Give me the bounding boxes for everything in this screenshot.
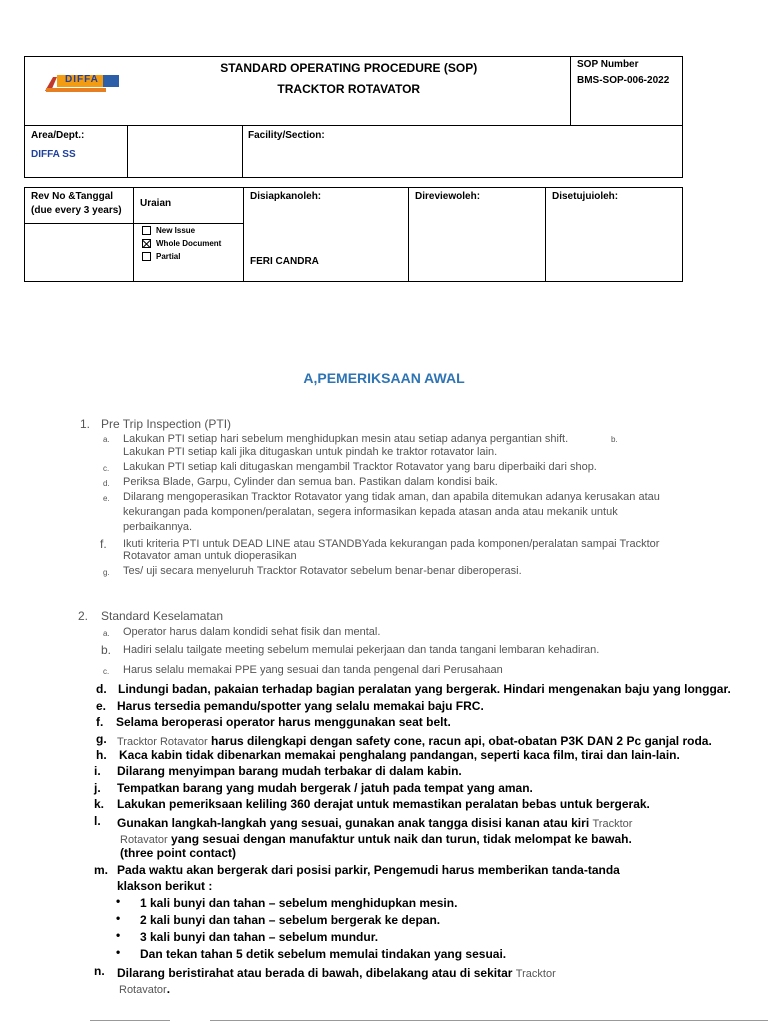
sop-number-cell — [571, 57, 683, 126]
safety-l-line1: Gunakan langkah-langkah yang sesuai, gunakan anak tangga disisi kanan atau kiri Tracktor — [117, 816, 633, 830]
revision-table — [24, 187, 683, 282]
rev-cell — [25, 188, 134, 224]
checkbox-cell — [134, 224, 244, 282]
bullet-icon: • — [116, 894, 121, 908]
safety-g: Tracktor Rotavator harus dilengkapi dengan safety cone, racun api, obat-obatan P3K DAN 2 Pc ganjal roda. — [117, 734, 712, 748]
sop-number-label: SOP Number — [577, 59, 639, 70]
safety-j: Tempatkan barang yang mudah bergerak / jatuh pada tempat yang aman. — [117, 781, 533, 795]
safety-f: Selama beroperasi operator harus menggunakan seat belt. — [116, 715, 451, 729]
safety-a: Operator harus dalam kondidi sehat fisik dan mental. — [123, 626, 381, 638]
safety-g-marker: g. — [96, 732, 107, 746]
pti-f-line1: Ikuti kriteria PTI untuk DEAD LINE atau STANDBYada kekurangan pada komponen/peralatan sampai Tracktor — [123, 538, 660, 550]
safety-e: Harus tersedia pemandu/spotter yang selalu memakai baju FRC. — [117, 699, 484, 713]
bullet-icon: • — [116, 911, 121, 925]
safety-e-marker: e. — [96, 699, 107, 713]
safety-f-marker: f. — [96, 715, 104, 729]
checkbox-partial[interactable]: Partial — [142, 252, 180, 261]
bullet-item: 2 kali bunyi dan tahan – sebelum bergerak ke depan. — [140, 913, 441, 927]
rev-value-cell — [25, 224, 134, 282]
safety-d: Lindungi badan, pakaian terhadap bagian peralatan yang bergerak. Hindari mengenakan baju yang longgar. — [118, 682, 731, 696]
checkbox-whole-document[interactable]: Whole Document — [142, 239, 221, 248]
pti-e-line2: kekurangan pada komponen/peralatan, segera informasikan kepada atasan anda atau mekanik untuk — [123, 506, 618, 518]
pti-e-line3: perbaikannya. — [123, 521, 193, 533]
safety-n-marker: n. — [94, 964, 105, 978]
section-title: A,PEMERIKSAAN AWAL — [303, 370, 465, 386]
approved-label: Disetujuioleh: — [552, 191, 619, 202]
pti-number: 1. — [80, 417, 91, 431]
safety-heading: Standard Keselamatan — [101, 609, 224, 623]
prepared-value: FERI CANDRA — [250, 256, 319, 267]
approved-cell — [546, 188, 683, 282]
bullet-item: Dan tekan tahan 5 detik sebelum memulai tindakan yang sesuai. — [140, 947, 507, 961]
sop-header-table — [24, 56, 683, 178]
pti-g: Tes/ uji secara menyeluruh Tracktor Rotavator sebelum benar-benar diberoperasi. — [123, 565, 522, 577]
area-label: Area/Dept.: — [31, 130, 85, 141]
safety-h-marker: h. — [96, 748, 107, 762]
reviewed-cell — [409, 188, 546, 282]
pti-e-marker: e. — [103, 494, 110, 503]
safety-h: Kaca kabin tidak dibenarkan memakai penghalang pandangan, seperti kaca film, tirai dan lain-lain. — [119, 748, 680, 762]
footer-line-left — [90, 1020, 170, 1021]
pti-a-line2: Lakukan PTI setiap kali jika ditugaskan untuk pindah ke traktor rotavator lain. — [123, 446, 498, 458]
safety-i: Dilarang menyimpan barang mudah terbakar di dalam kabin. — [117, 764, 462, 778]
bullet-icon: • — [116, 945, 121, 959]
pti-c: Lakukan PTI setiap kali ditugaskan mengambil Tracktor Rotavator yang baru diperbaiki dari shop. — [123, 461, 597, 473]
pti-f-line2: Rotavator aman untuk dioperasikan — [123, 550, 297, 562]
safety-c: Harus selalu memakai PPE yang sesuai dan tanda pengenal dari Perusahaan — [123, 664, 503, 676]
title-cell — [128, 57, 571, 126]
safety-k-marker: k. — [94, 797, 105, 811]
facility-divider — [242, 125, 243, 177]
checkbox-checked-icon — [142, 239, 151, 248]
safety-d-marker: d. — [96, 682, 107, 696]
company-logo — [43, 71, 123, 93]
uraian-cell — [134, 188, 244, 224]
safety-c-marker: c. — [103, 667, 110, 676]
checkbox-empty-icon — [142, 226, 151, 235]
bullet-icon: • — [116, 928, 121, 942]
bullet-item: 1 kali bunyi dan tahan – sebelum menghidupkan mesin. — [140, 896, 458, 910]
safety-i-marker: i. — [94, 764, 101, 778]
area-value: DIFFA SS — [31, 149, 76, 160]
safety-b-marker: b. — [101, 643, 112, 657]
rev-label: Rev No &Tanggal — [31, 191, 114, 202]
checkbox-new-issue[interactable]: New Issue — [142, 226, 195, 235]
safety-k: Lakukan pemeriksaan keliling 360 derajat untuk memastikan peralatan bebas untuk bergerak. — [117, 797, 650, 811]
logo-cell — [25, 57, 128, 126]
pti-f-marker: f. — [100, 537, 107, 551]
safety-number: 2. — [78, 609, 89, 623]
logo-text: DIFFA — [65, 74, 99, 85]
sop-number-value: BMS-SOP-006-2022 — [577, 75, 670, 86]
safety-j-marker: j. — [94, 781, 101, 795]
pti-a-line1: Lakukan PTI setiap hari sebelum menghidupkan mesin atau setiap adanya pergantian shift. — [123, 433, 569, 445]
pti-d-marker: d. — [103, 479, 110, 488]
safety-a-marker: a. — [103, 629, 110, 638]
facility-label: Facility/Section: — [248, 130, 325, 141]
safety-m-line1: Pada waktu akan bergerak dari posisi parkir, Pengemudi harus memberikan tanda-tanda — [117, 863, 620, 877]
prepared-label: Disiapkanoleh: — [250, 191, 322, 202]
pti-b-marker: b. — [611, 435, 618, 444]
pti-heading: Pre Trip Inspection (PTI) — [101, 417, 232, 431]
prepared-cell — [244, 188, 409, 282]
area-cell — [25, 126, 128, 178]
reviewed-label: Direviewoleh: — [415, 191, 481, 202]
pti-e-line1: Dilarang mengoperasikan Tracktor Rotavator yang tidak aman, dan apabila ditemukan adanya kerusakan atau — [123, 491, 660, 503]
sop-title: STANDARD OPERATING PROCEDURE (SOP) — [220, 61, 478, 75]
facility-cell — [128, 126, 683, 178]
pti-d: Periksa Blade, Garpu, Cylinder dan semua ban. Pastikan dalam kondisi baik. — [123, 476, 498, 488]
checkbox-empty-icon — [142, 252, 151, 261]
rev-sub-label: (due every 3 years) — [31, 205, 122, 216]
safety-b: Hadiri selalu tailgate meeting sebelum memulai pekerjaan dan tanda tangani lembaran kehadiran. — [123, 644, 600, 656]
sop-subtitle: TRACKTOR ROTAVATOR — [277, 82, 421, 96]
safety-m-marker: m. — [94, 863, 109, 877]
safety-n-line2: Rotavator. — [119, 982, 171, 996]
uraian-label: Uraian — [140, 198, 172, 209]
safety-n-line1: Dilarang beristirahat atau berada di bawah, dibelakang atau di sekitar Tracktor — [117, 966, 556, 980]
safety-m-line2: klakson berikut : — [117, 879, 213, 893]
footer-line-right — [210, 1020, 768, 1021]
bullet-item: 3 kali bunyi dan tahan – sebelum mundur. — [140, 930, 379, 944]
safety-l-line2: Rotavator yang sesuai dengan manufaktur untuk naik dan turun, tidak melompat ke bawah. — [120, 832, 632, 846]
safety-l-line3: (three point contact) — [120, 846, 236, 860]
safety-l-marker: l. — [94, 814, 101, 828]
pti-c-marker: c. — [103, 464, 110, 473]
pti-a-marker: a. — [103, 435, 110, 444]
pti-g-marker: g. — [103, 568, 110, 577]
